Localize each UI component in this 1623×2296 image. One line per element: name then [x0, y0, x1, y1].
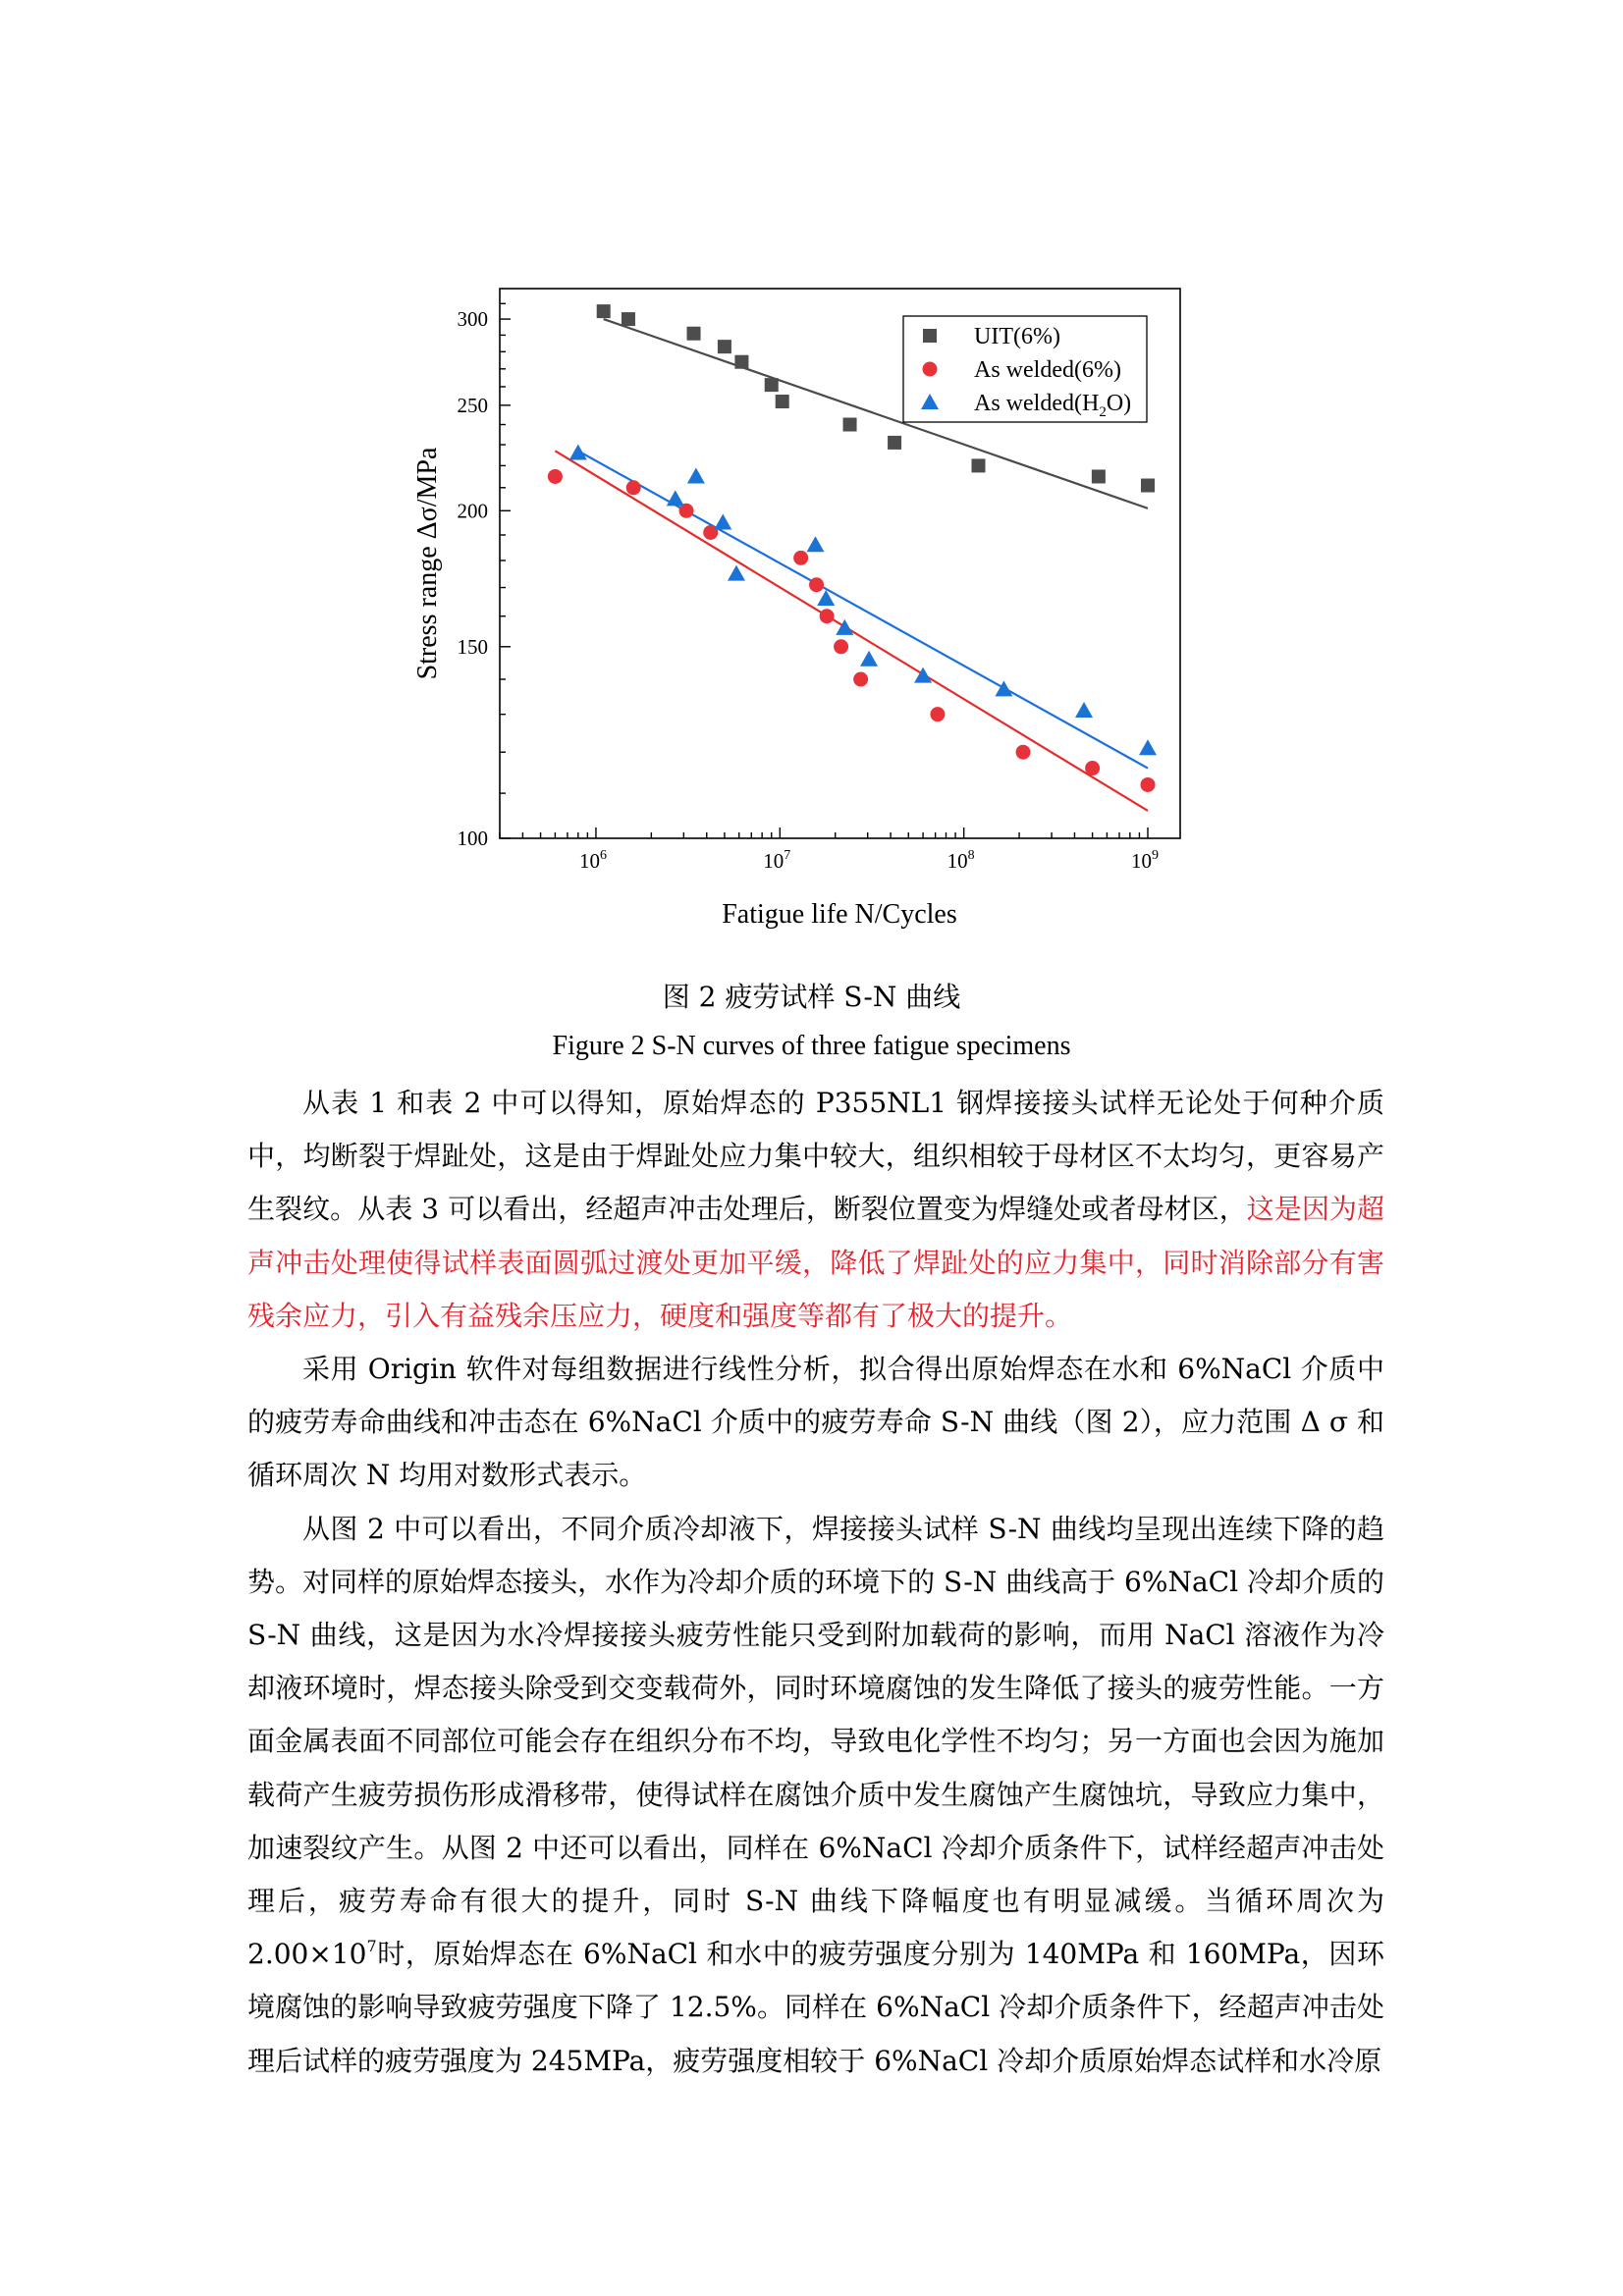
point-series-1-9 — [930, 707, 945, 721]
point-series-1-10 — [1016, 745, 1031, 760]
point-series-0-8 — [888, 436, 901, 450]
y-tick-label-2: 200 — [457, 499, 488, 523]
point-series-2-3 — [714, 513, 731, 529]
figure-caption-en: Figure 2 S-N curves of three fatigue specimens — [552, 1031, 1071, 1061]
paragraph-3-text-b: 时，原始焊态在 6%NaCl 和水中的疲劳强度分别为 140MPa 和 160MPa，因环境腐蚀的影响导致疲劳强度下降了 12.5%。同样在 6%NaCl 冷却介质条件下，经超声冲击处理后试样的疲劳强度为 245MPa，疲劳强度相较于 6%NaCl 冷却介质原始焊态试样和水冷原 — [247, 1938, 1384, 2077]
legend-label-1: As welded(6%) — [974, 357, 1121, 383]
paragraph-1-text: 从表 1 和表 2 中可以得知，原始焊态的 P355NL1 钢焊接接头试样无论处于何种介质中，均断裂于焊趾处，这是由于焊趾处应力集中较大，组织相较于母材区不太均匀，更容易产生裂纹。从表 3 可以看出，经超声冲击处理后，断裂位置变为焊缝处或者母材区， — [247, 1087, 1384, 1226]
y-tick-label-4: 300 — [457, 307, 488, 332]
fit-line-series-1 — [555, 451, 1148, 811]
point-series-1-12 — [1141, 777, 1156, 792]
point-series-1-11 — [1085, 761, 1100, 775]
body-text — [247, 1077, 1384, 2088]
y-tick-label-0: 100 — [457, 827, 488, 850]
paragraph-3 — [247, 1503, 1384, 2088]
paragraph-3-exponent: 7 — [366, 1937, 377, 1956]
point-series-1-1 — [626, 480, 641, 495]
paragraph-2: 采用 Origin 软件对每组数据进行线性分析，拟合得出原始焊态在水和 6%NaCl 介质中的疲劳寿命曲线和冲击态在 6%NaCl 介质中的疲劳寿命 S-N 曲线（图 2），应力范围 Δ σ 和循环周次 N 均用对数形式表示。 — [247, 1353, 1384, 1492]
point-series-0-3 — [718, 340, 731, 353]
point-series-2-8 — [860, 651, 878, 667]
point-series-1-4 — [793, 551, 808, 565]
point-series-1-7 — [834, 639, 848, 654]
legend — [903, 316, 1147, 422]
point-series-0-5 — [765, 378, 779, 392]
y-axis — [458, 303, 512, 850]
paragraph-1 — [247, 1077, 1384, 1343]
point-series-0-1 — [622, 312, 635, 326]
y-tick-label-3: 250 — [457, 393, 488, 417]
fit-line-series-2 — [578, 451, 1148, 768]
point-series-0-9 — [971, 458, 985, 472]
x-tick-label-2: $10^8$ — [947, 848, 975, 873]
y-tick-label-1: 150 — [457, 634, 488, 659]
point-series-2-2 — [687, 467, 705, 483]
point-series-0-7 — [843, 418, 857, 432]
point-series-0-0 — [597, 304, 611, 318]
point-series-1-5 — [809, 577, 824, 592]
x-tick-label-1: $10^7$ — [763, 848, 791, 873]
point-series-1-0 — [548, 469, 563, 484]
paragraph-1-highlight: 这是因为超声冲击处理使得试样表面圆弧过渡处更加平缓，降低了焊趾处的应力集中，同时消除部分有害残余应力，引入有益残余压应力，硬度和强度等都有了极大的提升。 — [247, 1193, 1384, 1332]
paragraph-3-text-a: 从图 2 中可以看出，不同介质冷却液下，焊接接头试样 S-N 曲线均呈现出连续下降的趋势。对同样的原始焊态接头，水作为冷却介质的环境下的 S-N 曲线高于 6%NaCl 冷却介质的 S-N 曲线，这是因为水冷焊接接头疲劳性能只受到附加载荷的影响，而用 NaCl 溶液作为冷却液环境时，焊态接头除受到交变载荷外，同时环境腐蚀的发生降低了接头的疲劳性能。一方面金属表面不同部位可能会存在组织分布不均，导致电化学性不均匀；另一方面也会因为施加载荷产生疲劳损伤形成滑移带，使得试样在腐蚀介质中发生腐蚀产生腐蚀坑，导致应力集中，加速裂纹产生。从图 2 中还可以看出，同样在 6%NaCl 冷却介质条件下，试样经超声冲击处理后，疲劳寿命有很大的提升，同时 S-N 曲线下降幅度也有明显减缓。当循环周次为 2.00×10 — [247, 1512, 1384, 1971]
point-series-2-11 — [1075, 702, 1093, 718]
point-series-0-6 — [776, 395, 789, 408]
y-axis-label: Stress range Δσ/MPa — [412, 447, 443, 680]
legend-label-0: UIT(6%) — [974, 324, 1060, 349]
point-series-1-8 — [853, 672, 868, 687]
point-series-2-12 — [1139, 739, 1157, 755]
x-axis-label: Fatigue life N/Cycles — [722, 899, 957, 930]
legend-marker-1 — [923, 362, 938, 377]
sn-curve-chart — [393, 275, 1198, 962]
point-series-0-2 — [687, 327, 701, 341]
legend-marker-0 — [923, 329, 937, 343]
point-series-2-4 — [728, 565, 745, 581]
point-series-0-11 — [1141, 479, 1155, 493]
x-axis — [500, 828, 1159, 873]
point-series-2-7 — [836, 619, 853, 635]
figure-caption-zh: 图 2 疲劳试样 S-N 曲线 — [662, 981, 961, 1013]
legend-label-2: As $welded(H_2O)$ — [974, 391, 1132, 420]
point-series-2-10 — [995, 680, 1012, 696]
x-tick-label-3: $10^9$ — [1131, 848, 1160, 873]
point-series-0-10 — [1092, 469, 1106, 483]
point-series-0-4 — [734, 355, 748, 369]
x-tick-label-0: $10^6$ — [578, 848, 607, 873]
point-series-1-6 — [820, 609, 835, 623]
point-series-2-5 — [806, 536, 824, 552]
point-series-2-1 — [667, 490, 684, 506]
point-series-2-0 — [569, 444, 587, 459]
